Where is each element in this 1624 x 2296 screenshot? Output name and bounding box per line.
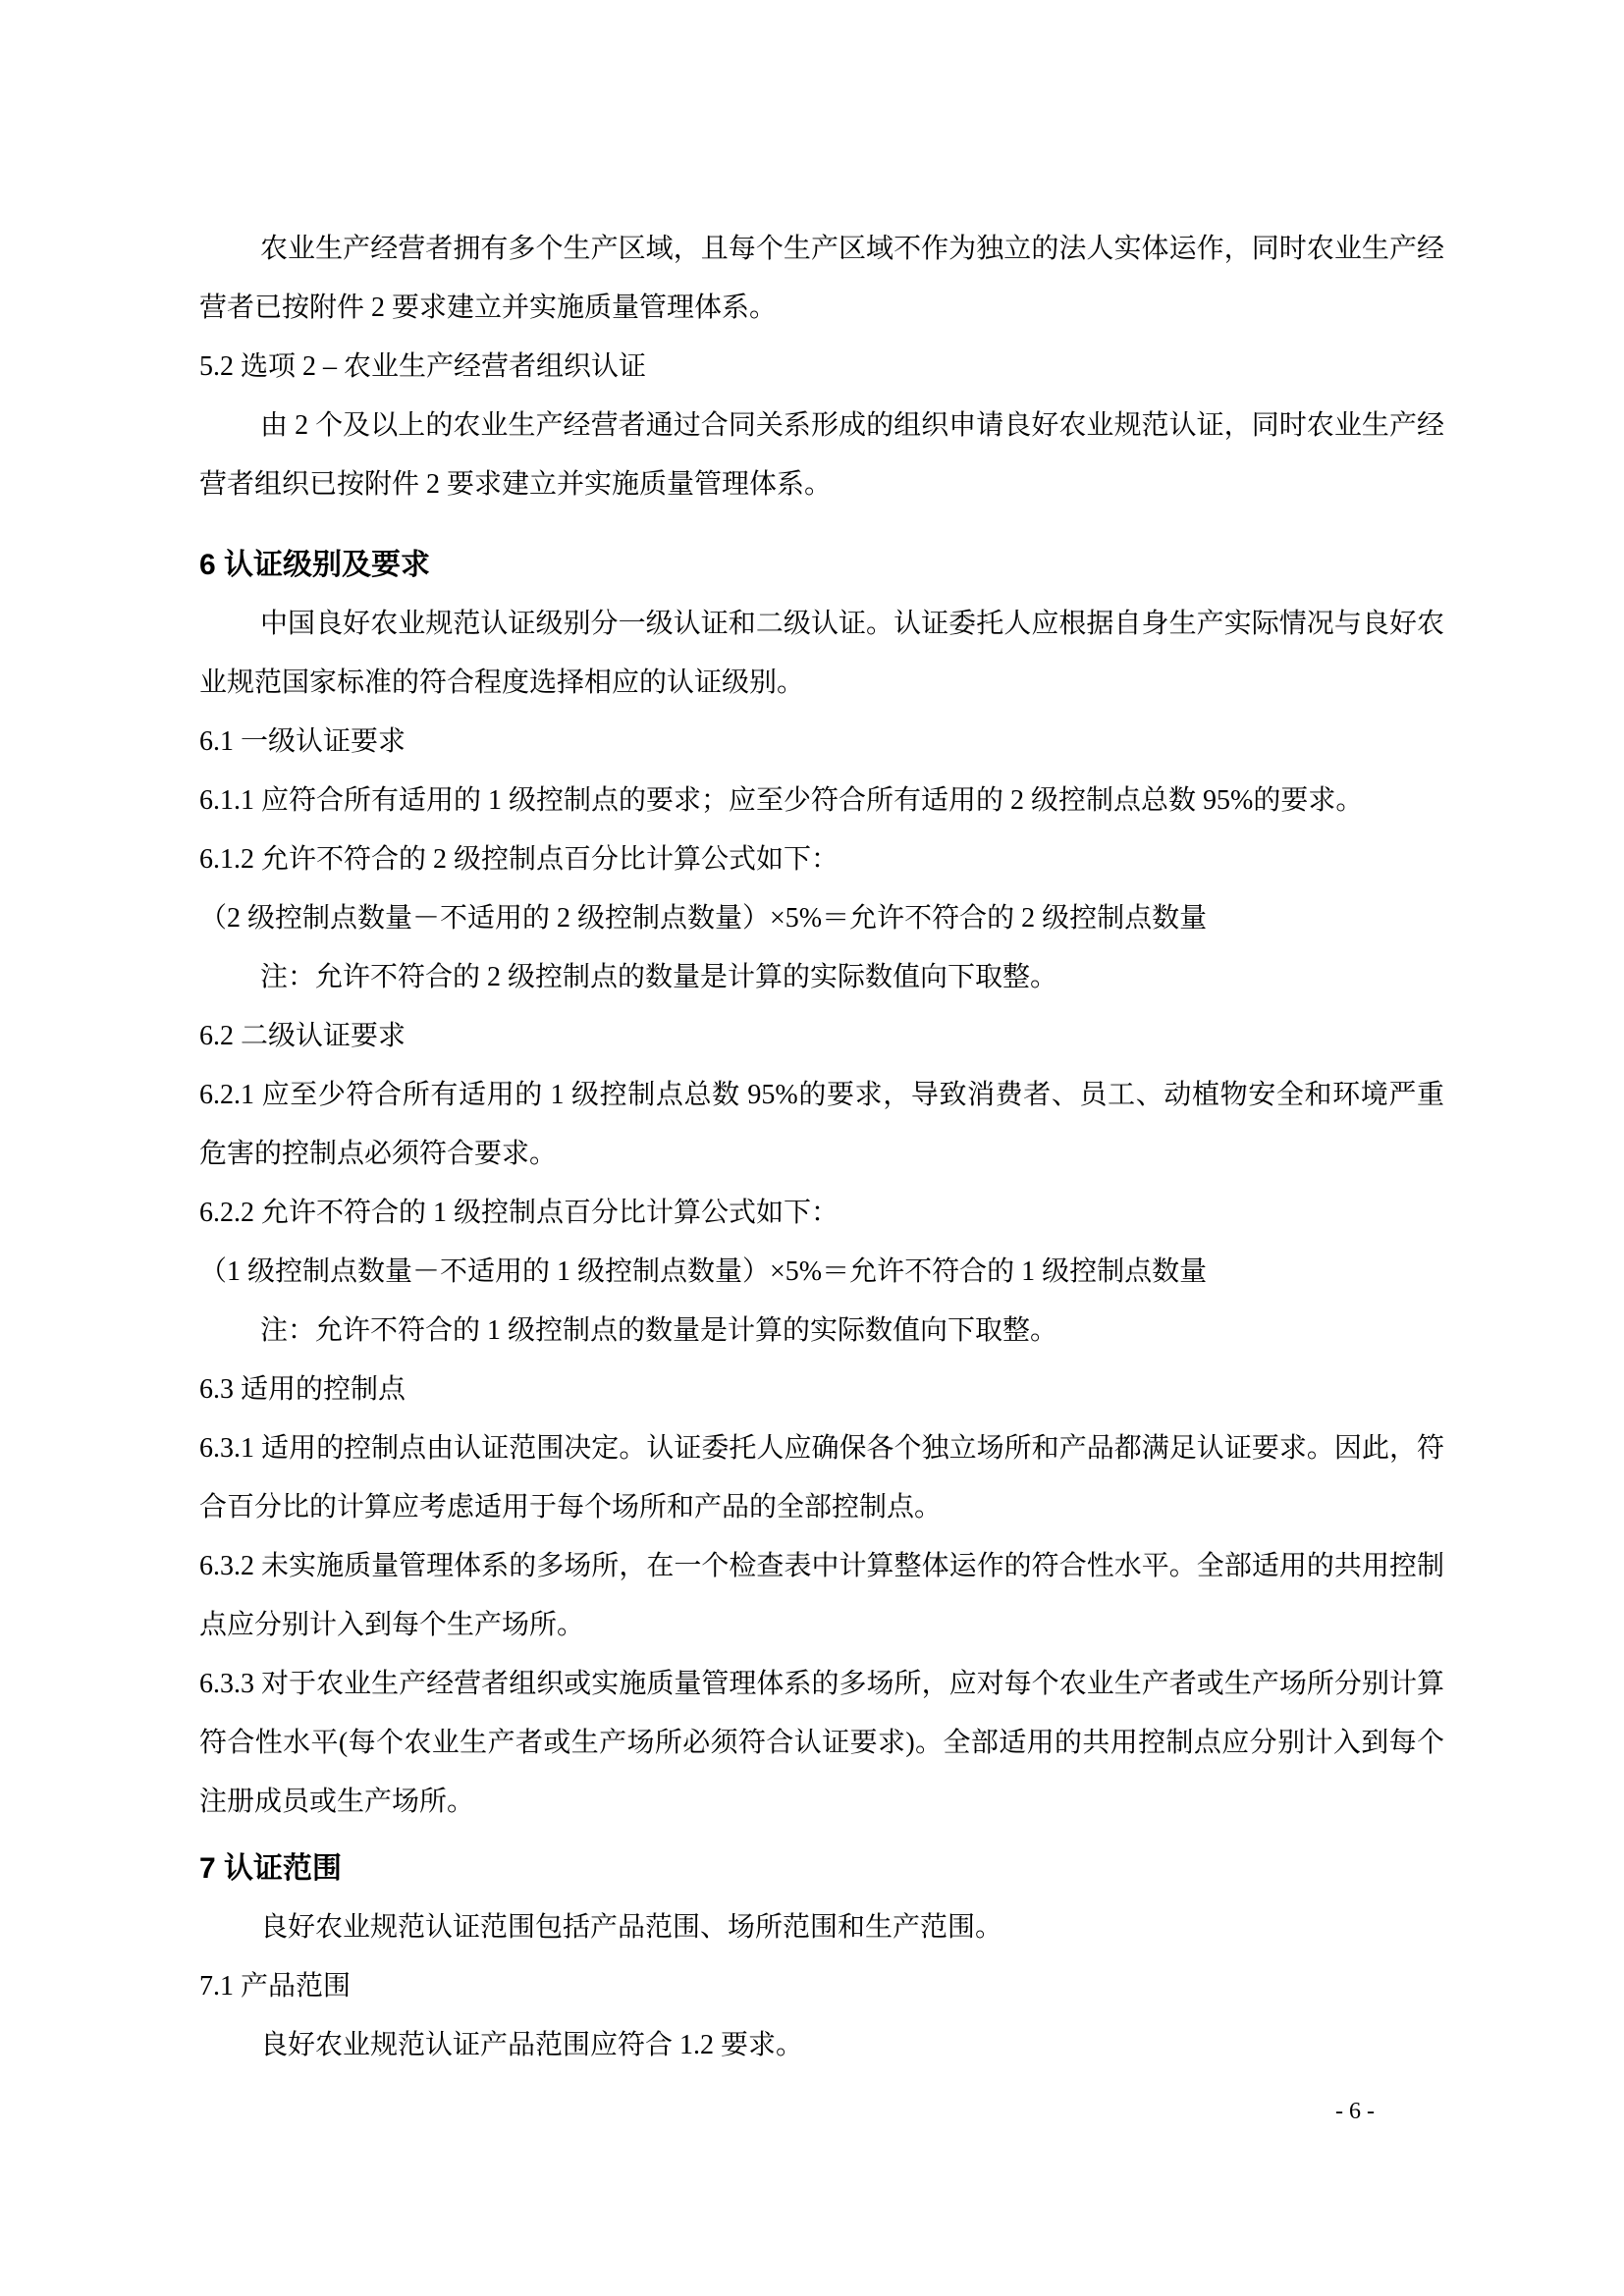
heading-5-2-option2: 5.2 选项 2 – 农业生产经营者组织认证 bbox=[199, 351, 647, 382]
document-body bbox=[199, 220, 1444, 2075]
formula-level1-control-points: （1 级控制点数量－不适用的 1 级控制点数量）×5%＝允许不符合的 1 级控制点数量 bbox=[199, 1256, 1208, 1287]
para-6-1-1: 6.1.1 应符合所有适用的 1 级控制点的要求；应至少符合所有适用的 2 级控制点总数 95%的要求。 bbox=[199, 785, 1364, 816]
para-option2-description: 由 2 个及以上的农业生产经营者通过合同关系形成的组织申请良好农业规范认证，同时农业生产经营者组织已按附件 2 要求建立并实施质量管理体系。 bbox=[199, 410, 1444, 500]
para-6-2-1: 6.2.1 应至少符合所有适用的 1 级控制点总数 95%的要求，导致消费者、员工、动植物安全和环境严重危害的控制点必须符合要求。 bbox=[199, 1080, 1444, 1169]
para-6-3-2: 6.3.2 未实施质量管理体系的多场所，在一个检查表中计算整体运作的符合性水平。全部适用的共用控制点应分别计入到每个生产场所。 bbox=[199, 1551, 1444, 1640]
heading-6-3-applicable-control-points: 6.3 适用的控制点 bbox=[199, 1374, 406, 1405]
formula-level2-control-points: （2 级控制点数量－不适用的 2 级控制点数量）×5%＝允许不符合的 2 级控制点数量 bbox=[199, 903, 1208, 934]
para-option1-description: 农业生产经营者拥有多个生产区域，且每个生产区域不作为独立的法人实体运作，同时农业生产经营者已按附件 2 要求建立并实施质量管理体系。 bbox=[199, 234, 1444, 323]
para-7-intro: 良好农业规范认证范围包括产品范围、场所范围和生产范围。 bbox=[260, 1912, 1003, 1943]
para-6-3-3: 6.3.3 对于农业生产经营者组织或实施质量管理体系的多场所，应对每个农业生产者或生产场所分别计算符合性水平(每个农业生产者或生产场所必须符合认证要求)。全部适用的共用控制点应分别计入到每个注册成员或生产场所。 bbox=[199, 1669, 1444, 1817]
heading-7-1-product-scope: 7.1 产品范围 bbox=[199, 1971, 352, 2002]
note-level1-rounding: 注：允许不符合的 1 级控制点的数量是计算的实际数值向下取整。 bbox=[260, 1315, 1058, 1346]
para-7-1-text: 良好农业规范认证产品范围应符合 1.2 要求。 bbox=[260, 2030, 804, 2060]
heading-6-2-level2-requirements: 6.2 二级认证要求 bbox=[199, 1021, 406, 1051]
para-6-1-2: 6.1.2 允许不符合的 2 级控制点百分比计算公式如下： bbox=[199, 844, 839, 875]
para-6-2-2: 6.2.2 允许不符合的 1 级控制点百分比计算公式如下： bbox=[199, 1198, 839, 1228]
heading-7-certification-scope: 7 认证范围 bbox=[199, 1852, 343, 1885]
note-level2-rounding: 注：允许不符合的 2 级控制点的数量是计算的实际数值向下取整。 bbox=[260, 962, 1058, 992]
heading-6-1-level1-requirements: 6.1 一级认证要求 bbox=[199, 726, 406, 757]
page-number: - 6 - bbox=[1335, 2099, 1375, 2124]
para-6-3-1: 6.3.1 适用的控制点由认证范围决定。认证委托人应确保各个独立场所和产品都满足认证要求。因此，符合百分比的计算应考虑适用于每个场所和产品的全部控制点。 bbox=[199, 1433, 1444, 1522]
heading-6-certification-levels: 6 认证级别及要求 bbox=[199, 549, 431, 581]
para-6-intro: 中国良好农业规范认证级别分一级认证和二级认证。认证委托人应根据自身生产实际情况与良好农业规范国家标准的符合程度选择相应的认证级别。 bbox=[199, 609, 1444, 698]
